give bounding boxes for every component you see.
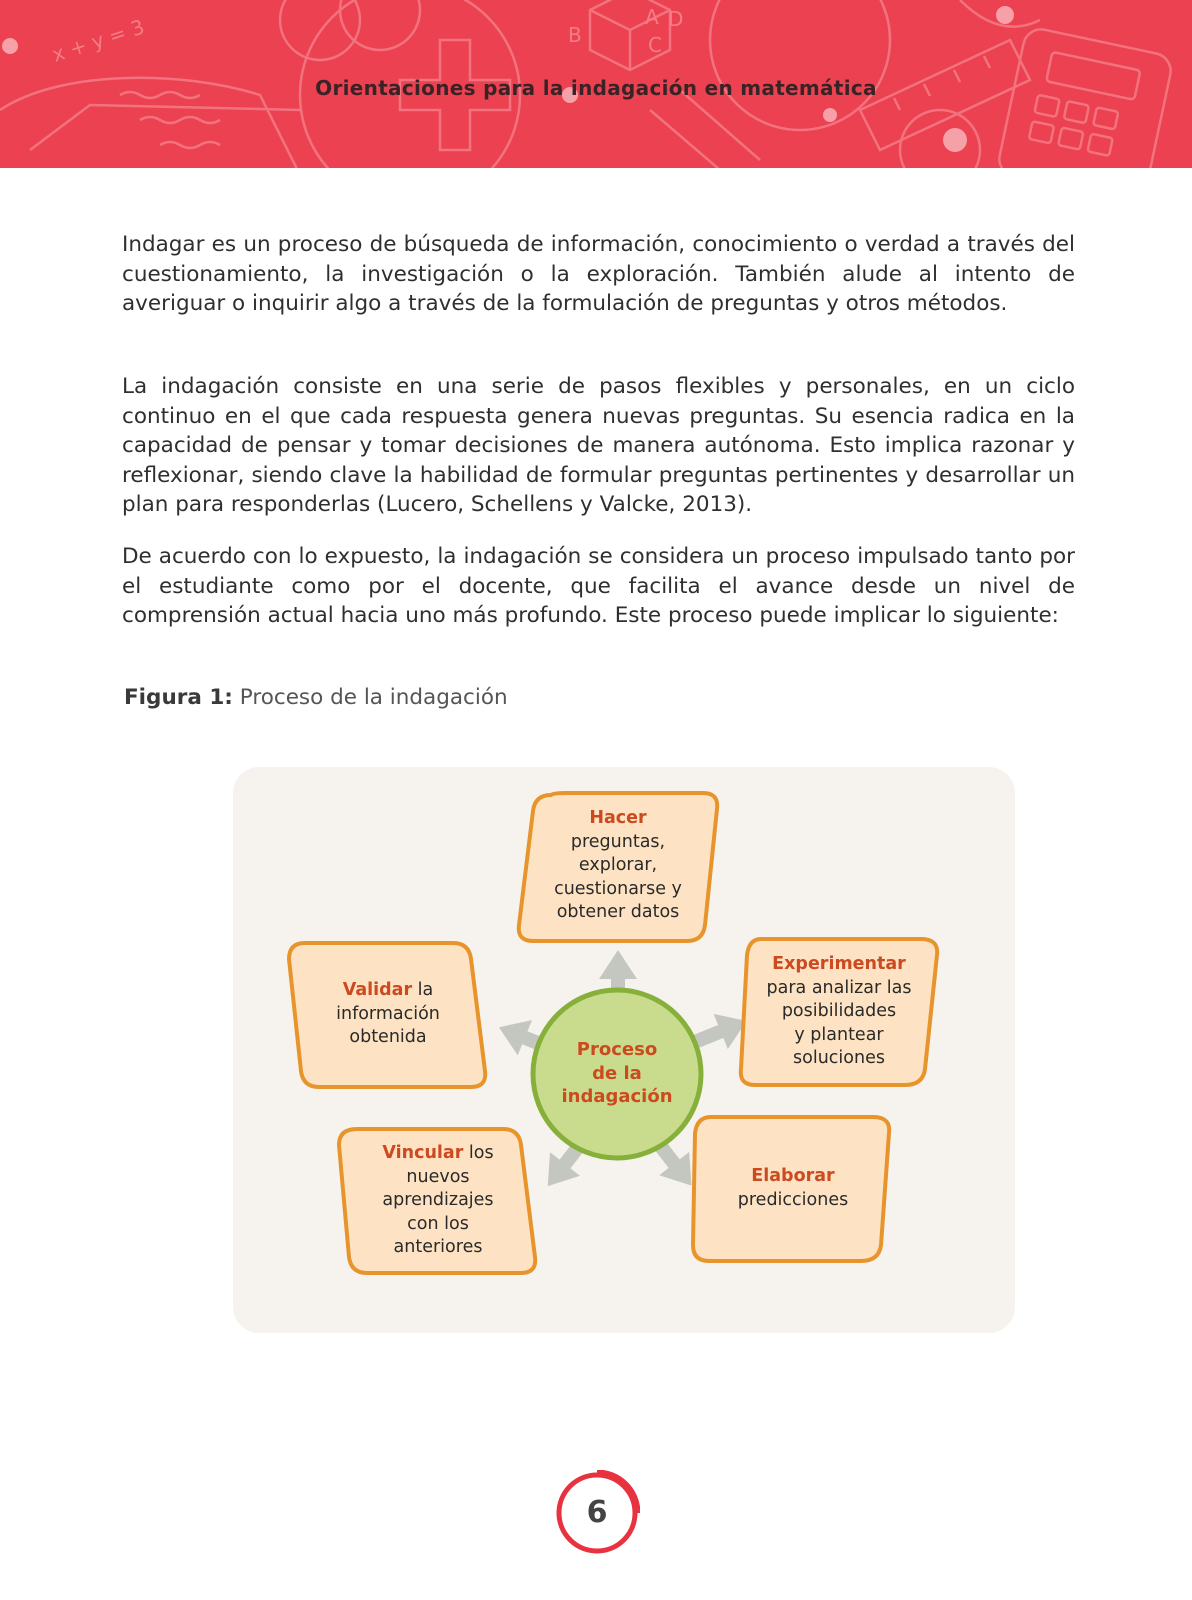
node-validar: Validar la información obtenida	[336, 980, 440, 1047]
node-vincular: Vincular los nuevos aprendizajes con los anteriores	[382, 1143, 494, 1257]
node-elaborar: Elaborar predicciones	[703, 1165, 883, 1212]
paragraph-2: La indagación consiste en una serie de pasos flexibles y personales, en un ciclo continuo en el que cada respuesta genera nuevas preguntas. Su esencia radica en la capacidad de pensar y tomar decisiones de manera autónoma. Esto implica razonar y reflexionar, siendo clave la habilidad de formular preguntas pertinentes y desarrollar un plan para responderlas (Lucero, Schellens y Valcke, 2013).	[122, 374, 1075, 517]
svg-text:A: A	[645, 5, 659, 29]
node-experimentar: Experimentar para analizar las posibilidades y plantear soluciones	[749, 953, 929, 1071]
figure-title: Proceso de la indagación	[239, 685, 508, 710]
figure-caption	[124, 685, 508, 710]
node-hacer: Hacer preguntas, explorar, cuestionarse y obtener datos	[533, 807, 703, 925]
svg-text:x + y = 3: x + y = 3	[49, 14, 148, 67]
svg-text:B: B	[568, 23, 582, 47]
svg-text:D: D	[668, 7, 684, 31]
page-number-text: 6	[586, 1495, 608, 1530]
node-validar-keyword: Validar	[342, 980, 413, 1000]
page-header	[0, 0, 1192, 168]
page-number	[554, 1470, 640, 1556]
center-label: Proceso de la indagación	[561, 1039, 673, 1107]
figure-label: Figura 1:	[124, 685, 233, 710]
svg-text:C: C	[648, 33, 662, 57]
header-title: Orientaciones para la indagación en matemática	[315, 76, 877, 100]
node-experimentar-keyword: Experimentar	[772, 954, 906, 974]
paragraph-1: Indagar es un proceso de búsqueda de información, conocimiento o verdad a través del cuestionamiento, la investigación o la exploración. También alude al intento de averiguar o inquirir algo a través de la formulación de preguntas y otros métodos.	[122, 232, 1075, 316]
paragraph-3: De acuerdo con lo expuesto, la indagación se considera un proceso impulsado tanto por el estudiante como por el docente, que facilita el avance desde un nivel de comprensión actual hacia uno más profundo. Este proceso puede implicar lo siguiente:	[122, 544, 1075, 628]
node-hacer-keyword: Hacer	[589, 808, 647, 828]
inquiry-process-diagram	[233, 767, 1015, 1333]
node-vincular-keyword: Vincular	[382, 1143, 464, 1163]
node-elaborar-keyword: Elaborar	[751, 1166, 835, 1186]
